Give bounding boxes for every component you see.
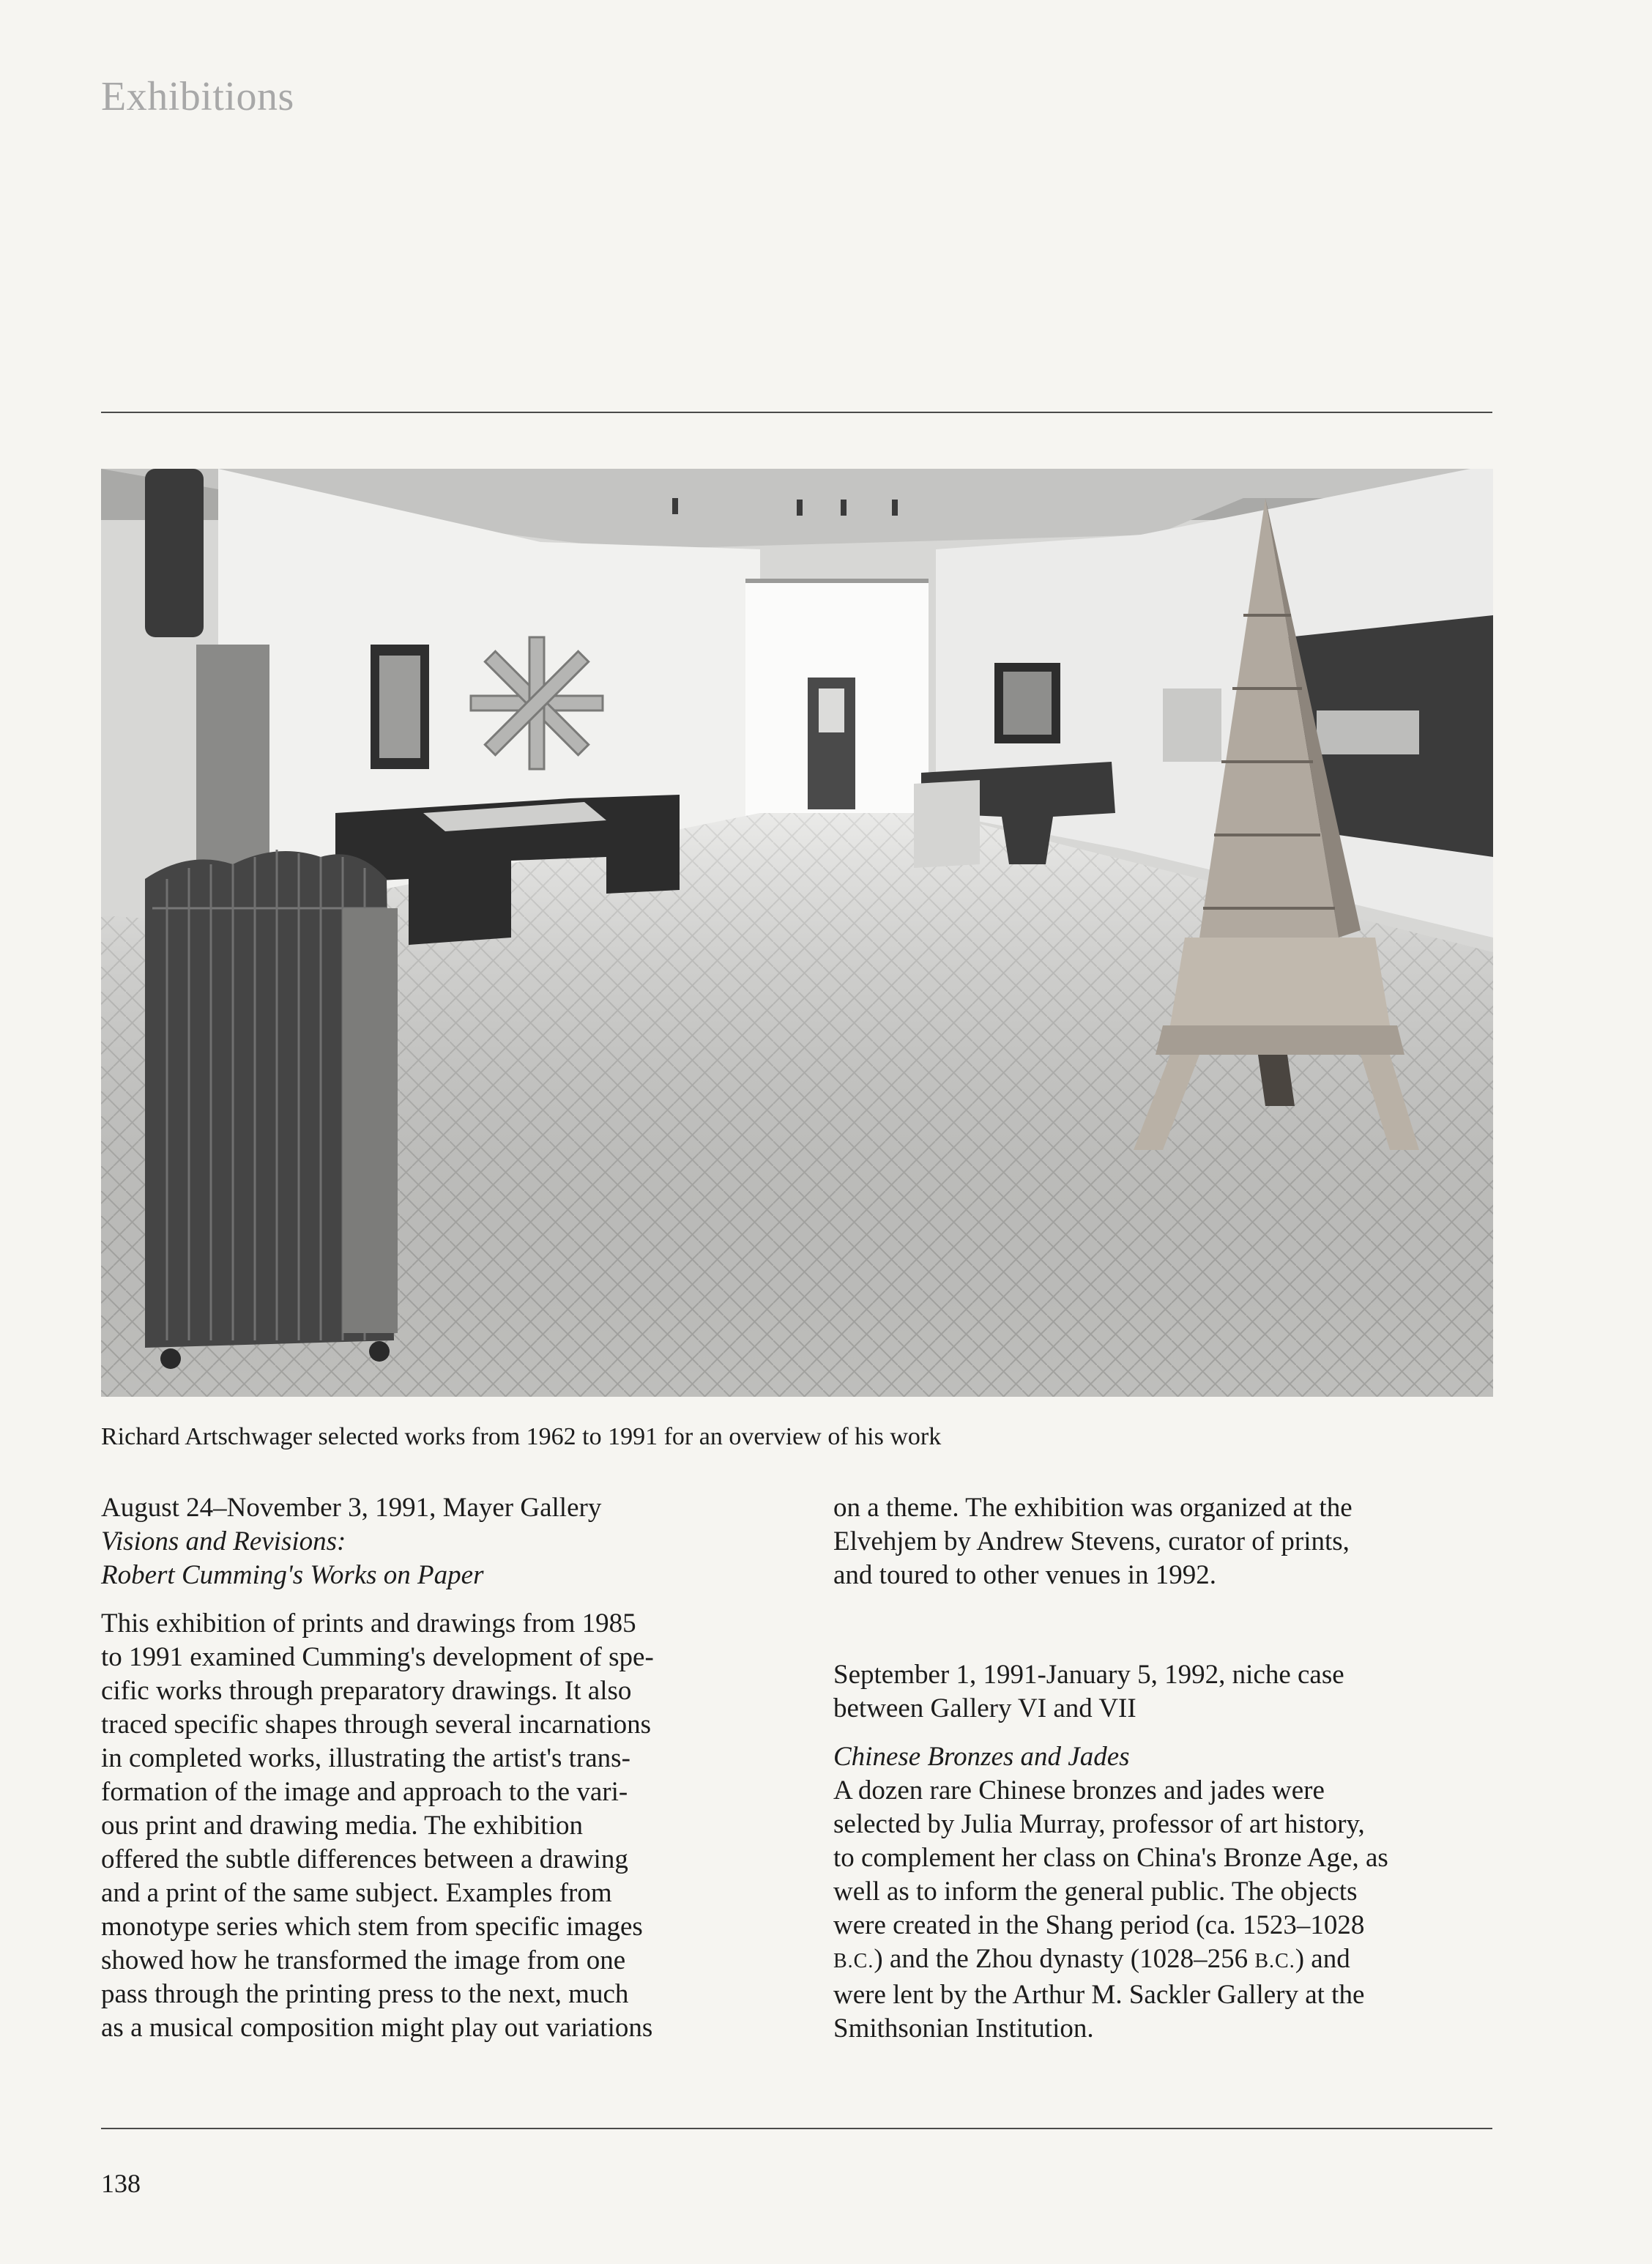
body-line: ous print and drawing media. The exhibition [101, 1811, 583, 1841]
bc-abbrev: B.C. [833, 1950, 874, 1972]
body-line: offered the subtle differences between a drawing [101, 1844, 628, 1874]
right-column [833, 1491, 1492, 2046]
section-title: Exhibitions [101, 74, 294, 119]
body-line: Smithsonian Institution. [833, 2014, 1094, 2044]
body-line-fragment: ) and the Zhou dynasty (1028–256 [874, 1944, 1255, 1974]
body-line: on a theme. The exhibition was organized at the [833, 1493, 1353, 1523]
exhibition-2-date-venue [833, 1658, 1492, 1726]
body-line-fragment: ) and [1295, 1944, 1350, 1974]
body-line: to 1991 examined Cumming's development of spe- [101, 1642, 654, 1672]
exhibition-1-continuation [833, 1491, 1492, 1592]
body-line: as a musical composition might play out variations [101, 2013, 653, 2043]
body-line: Elvehjem by Andrew Stevens, curator of prints, [833, 1526, 1350, 1556]
exhibition-2-body [833, 1774, 1492, 2046]
body-line: A dozen rare Chinese bronzes and jades were [833, 1775, 1325, 1805]
body-line: and toured to other venues in 1992. [833, 1560, 1217, 1590]
body-line: were created in the Shang period (ca. 1523–1028 [833, 1910, 1365, 1940]
date-venue-line: September 1, 1991-January 5, 1992, niche case [833, 1660, 1344, 1690]
exhibition-1-title-line-2: Robert Cumming's Works on Paper [101, 1560, 484, 1590]
photo-caption: Richard Artschwager selected works from 1962 to 1991 for an overview of his work [101, 1423, 942, 1450]
page-number: 138 [101, 2169, 141, 2198]
left-column [101, 1491, 764, 2045]
top-rule [101, 412, 1492, 413]
exhibition-1-date-venue: August 24–November 3, 1991, Mayer Gallery [101, 1493, 602, 1523]
bc-abbrev: B.C. [1254, 1950, 1295, 1972]
body-line: in completed works, illustrating the artist's trans- [101, 1743, 630, 1773]
body-line: selected by Julia Murray, professor of art history, [833, 1809, 1365, 1839]
body-line: were lent by the Arthur M. Sackler Gallery at the [833, 1980, 1365, 2010]
date-venue-line: between Gallery VI and VII [833, 1693, 1136, 1723]
body-line: to complement her class on China's Bronze Age, as [833, 1843, 1388, 1873]
gallery-photo [101, 469, 1493, 1397]
body-line: well as to inform the general public. The objects [833, 1877, 1358, 1907]
body-line [833, 1942, 1492, 1978]
body-line: pass through the printing press to the next, much [101, 1979, 629, 2009]
body-line: traced specific shapes through several incarnations [101, 1710, 652, 1740]
body-line: and a print of the same subject. Examples from [101, 1878, 612, 1908]
exhibition-1-title-line-1: Visions and Revisions: [101, 1526, 346, 1556]
body-line: monotype series which stem from specific images [101, 1912, 643, 1942]
body-line: cific works through preparatory drawings. It also [101, 1676, 632, 1706]
bottom-rule [101, 2128, 1492, 2129]
body-line: This exhibition of prints and drawings from 1985 [101, 1608, 636, 1638]
body-line: formation of the image and approach to the vari- [101, 1777, 628, 1807]
body-line: showed how he transformed the image from one [101, 1945, 626, 1975]
exhibition-2-title: Chinese Bronzes and Jades [833, 1742, 1130, 1772]
exhibition-1-body [101, 1607, 764, 2045]
